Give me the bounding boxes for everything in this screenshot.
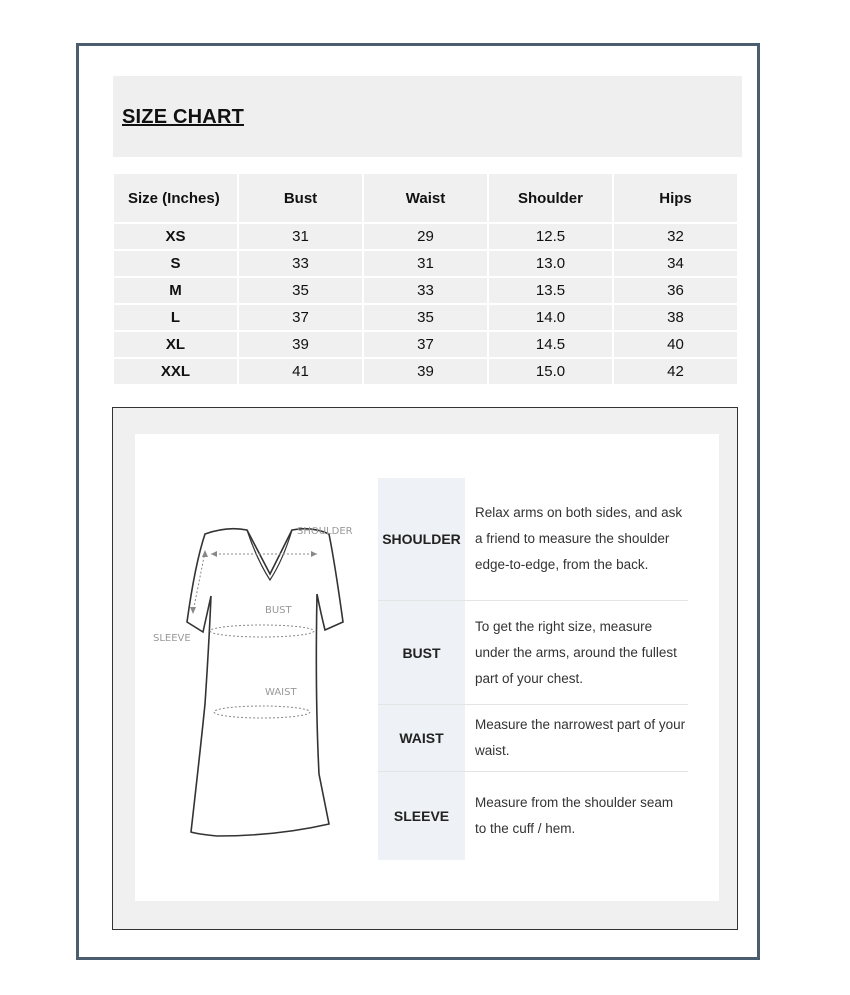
size-cell: XXL xyxy=(114,359,237,386)
waist-cell: 29 xyxy=(364,224,487,251)
waist-cell: 39 xyxy=(364,359,487,386)
instruction-row-shoulder xyxy=(378,478,688,601)
measurement-guide xyxy=(112,407,738,930)
shoulder-cell: 14.5 xyxy=(489,332,612,359)
size-cell: XS xyxy=(114,224,237,251)
instruction-label: SHOULDER xyxy=(378,478,465,600)
shoulder-cell: 12.5 xyxy=(489,224,612,251)
instruction-text: To get the right size, measure under the arms, around the fullest part of your chest. xyxy=(475,618,677,686)
table-header-row xyxy=(114,174,737,224)
instruction-text: Relax arms on both sides, and ask a friend to measure the shoulder edge-to-edge, from the back. xyxy=(475,505,683,572)
table-row xyxy=(114,278,737,305)
waist-cell: 31 xyxy=(364,251,487,278)
shoulder-diagram-label: SHOULDER xyxy=(297,526,353,537)
hips-cell: 38 xyxy=(614,305,737,332)
size-cell: S xyxy=(114,251,237,278)
instruction-row-waist xyxy=(378,705,688,772)
page-title: SIZE CHART xyxy=(122,106,244,128)
shoulder-cell: 14.0 xyxy=(489,305,612,332)
size-table xyxy=(112,174,739,386)
bust-cell: 31 xyxy=(239,224,362,251)
size-cell: L xyxy=(114,305,237,332)
instruction-row-sleeve xyxy=(378,772,688,860)
table-row xyxy=(114,332,737,359)
shoulder-cell: 13.5 xyxy=(489,278,612,305)
instruction-text: Measure from the shoulder seam to the cuff / hem. xyxy=(475,795,674,836)
bust-cell: 39 xyxy=(239,332,362,359)
table-row xyxy=(114,224,737,251)
table-row xyxy=(114,305,737,332)
waist-diagram-label: WAIST xyxy=(265,687,297,698)
hips-cell: 32 xyxy=(614,224,737,251)
dress-diagram xyxy=(147,504,353,844)
column-header-waist: Waist xyxy=(364,174,487,224)
bust-cell: 41 xyxy=(239,359,362,386)
instruction-row-bust xyxy=(378,601,688,705)
size-cell: M xyxy=(114,278,237,305)
hips-cell: 34 xyxy=(614,251,737,278)
hips-cell: 42 xyxy=(614,359,737,386)
shoulder-cell: 15.0 xyxy=(489,359,612,386)
table-row xyxy=(114,251,737,278)
hips-cell: 36 xyxy=(614,278,737,305)
shoulder-cell: 13.0 xyxy=(489,251,612,278)
waist-cell: 35 xyxy=(364,305,487,332)
size-chart-frame xyxy=(76,43,760,960)
measurement-instructions xyxy=(378,478,688,860)
waist-cell: 33 xyxy=(364,278,487,305)
hips-cell: 40 xyxy=(614,332,737,359)
bust-cell: 37 xyxy=(239,305,362,332)
size-cell: XL xyxy=(114,332,237,359)
bust-diagram-label: BUST xyxy=(265,605,292,616)
instruction-label: WAIST xyxy=(378,705,465,771)
instruction-text: Measure the narrowest part of your waist. xyxy=(475,717,686,758)
bust-cell: 35 xyxy=(239,278,362,305)
instruction-label: SLEEVE xyxy=(378,772,465,860)
measurement-guide-panel xyxy=(135,434,719,901)
waist-cell: 37 xyxy=(364,332,487,359)
instruction-label: BUST xyxy=(378,601,465,704)
table-row xyxy=(114,359,737,386)
column-header-shoulder: Shoulder xyxy=(489,174,612,224)
column-header-bust: Bust xyxy=(239,174,362,224)
title-band xyxy=(113,76,742,157)
column-header-hips: Hips xyxy=(614,174,737,224)
column-header-size: Size (Inches) xyxy=(114,174,237,224)
bust-cell: 33 xyxy=(239,251,362,278)
dress-outline-icon xyxy=(187,529,343,836)
sleeve-diagram-label: SLEEVE xyxy=(153,633,191,644)
